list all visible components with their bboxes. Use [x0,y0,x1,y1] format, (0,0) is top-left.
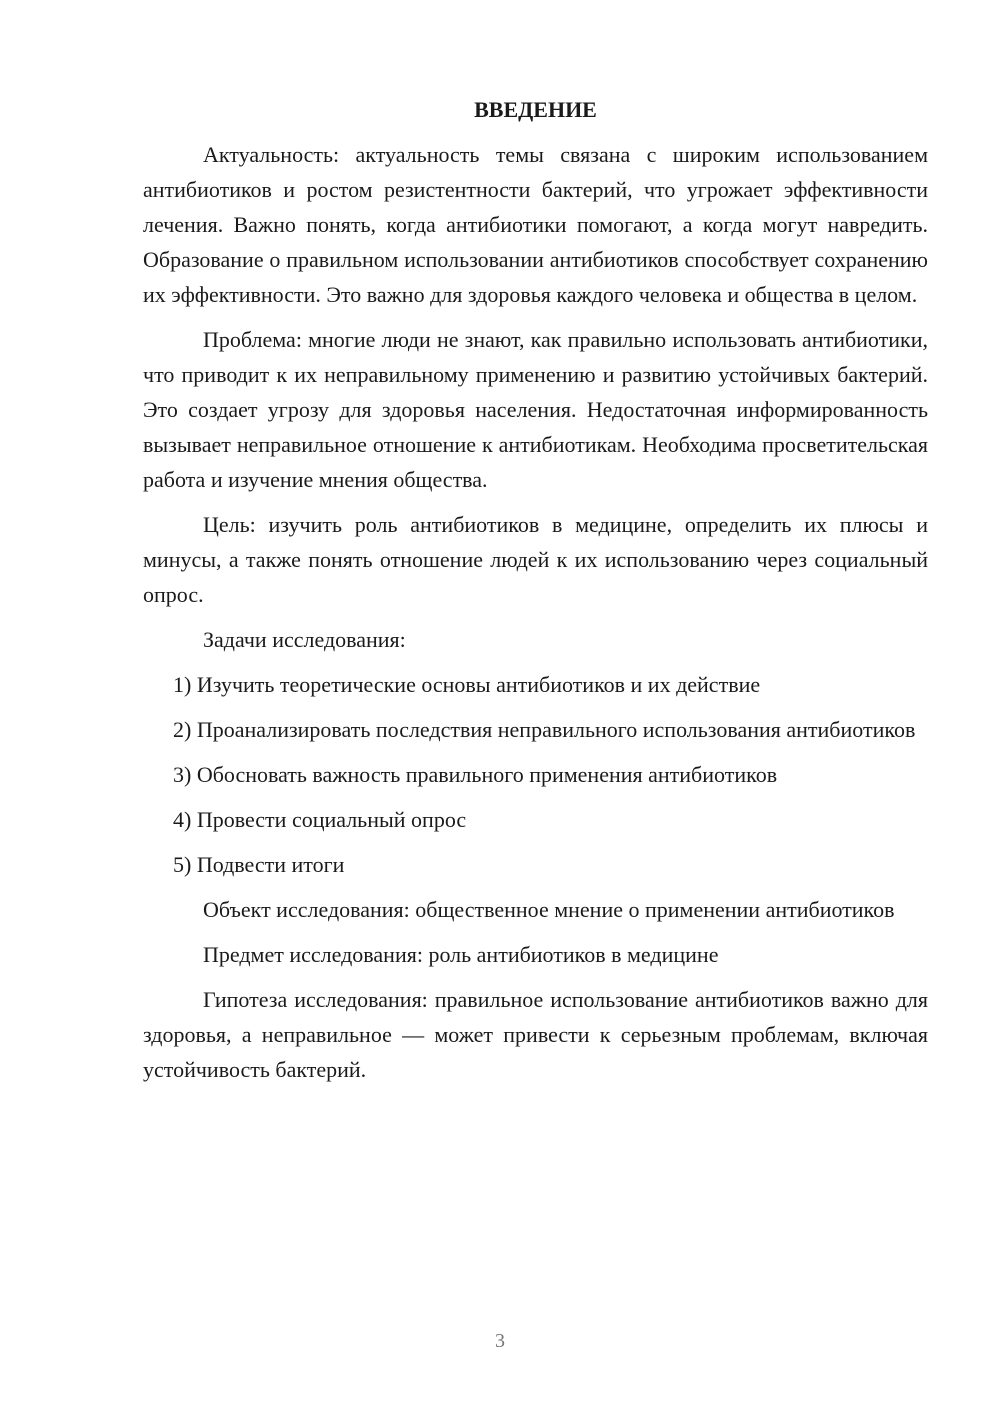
task-item-5: 5) Подвести итоги [173,852,345,877]
goal-paragraph: Цель: изучить роль антибиотиков в медицине, определить их плюсы и минусы, а также понять отношение людей к их использованию через социальный опрос. [143,512,928,607]
tasks-heading: Задачи исследования: [203,627,406,652]
task-item-3: 3) Обосновать важность правильного применения антибиотиков [173,762,778,787]
section-title: ВВЕДЕНИЕ [474,97,597,122]
task-item-1: 1) Изучить теоретические основы антибиотиков и их действие [173,672,761,697]
page-number: 3 [495,1330,505,1352]
document-page [143,92,928,1097]
hypothesis-paragraph: Гипотеза исследования: правильное использование антибиотиков важно для здоровья, а неправильное — может привести к серьезным проблемам, включая устойчивость бактерий. [143,987,928,1082]
relevance-paragraph: Актуальность: актуальность темы связана с широким использованием антибиотиков и ростом резистентности бактерий, что угрожает эффективности лечения. Важно понять, когда антибиотики помогают, а когда могут навредить. Образование о правильном использовании антибиотиков способствует сохранению их эффективности. Это важно для здоровья каждого человека и общества в целом. [143,142,928,307]
task-item-2: 2) Проанализировать последствия неправильного использования антибиотиков [173,717,916,742]
problem-paragraph: Проблема: многие люди не знают, как правильно использовать антибиотики, что приводит к их неправильному применению и развитию устойчивых бактерий. Это создает угрозу для здоровья населения. Недостаточная информированность вызывает неправильное отношение к антибиотикам. Необходима просветительская работа и изучение мнения общества. [143,327,928,492]
object-paragraph: Объект исследования: общественное мнение о применении антибиотиков [203,897,895,922]
task-item-4: 4) Провести социальный опрос [173,807,467,832]
subject-paragraph: Предмет исследования: роль антибиотиков в медицине [203,942,719,967]
